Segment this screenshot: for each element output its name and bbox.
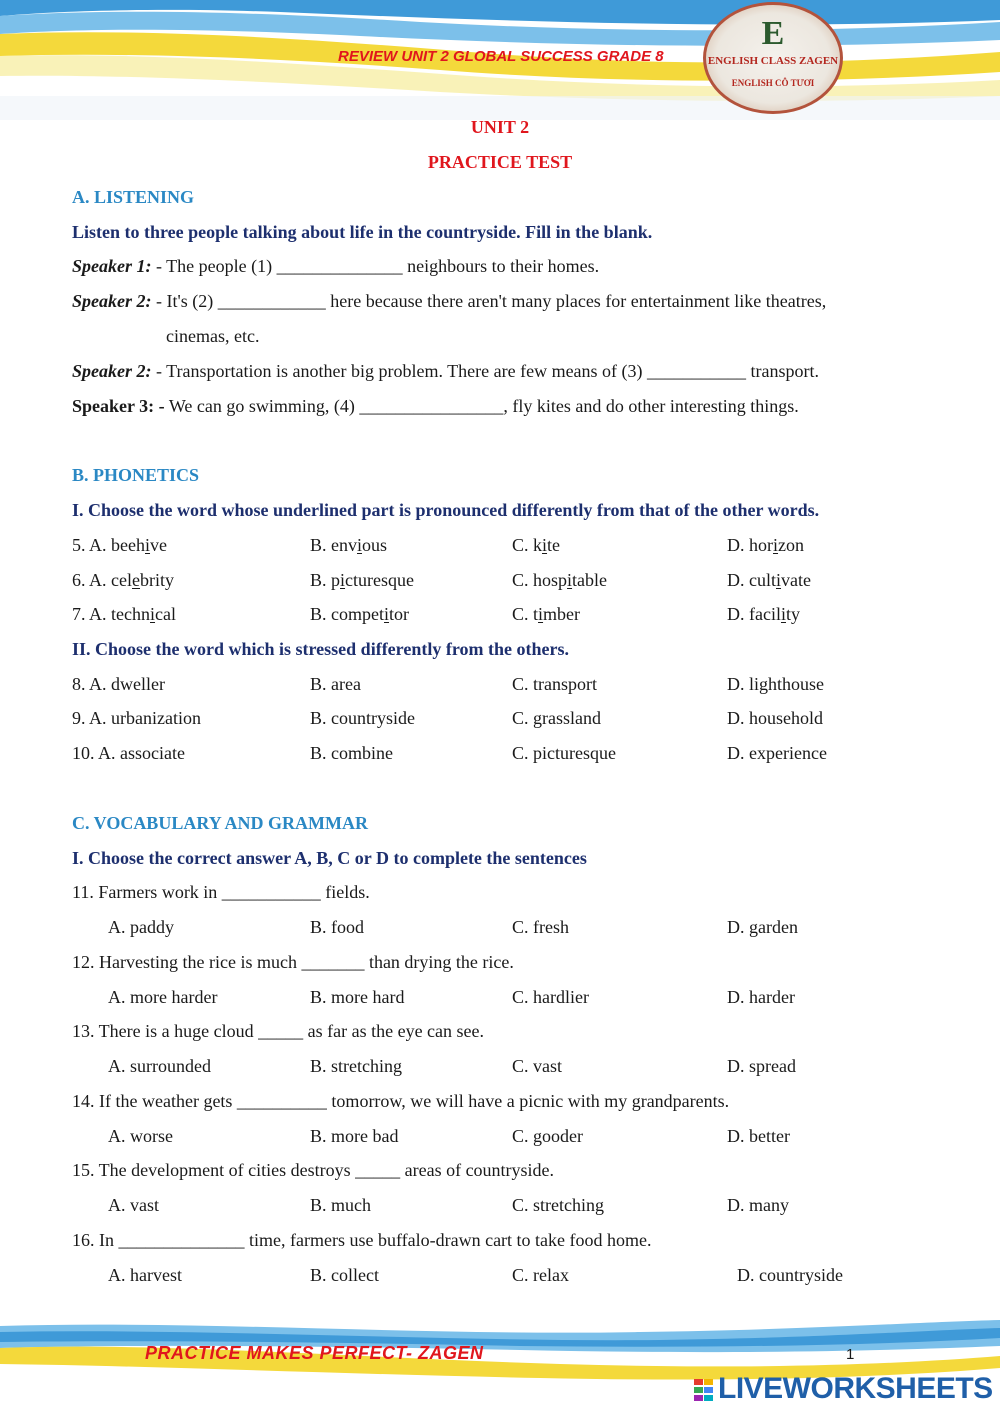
speaker-label: Speaker 3: - bbox=[72, 396, 165, 416]
option-16c: C. relax bbox=[512, 1265, 569, 1285]
underlined-sound: i bbox=[542, 535, 548, 555]
question-7: 7. A. technical bbox=[72, 604, 176, 624]
option-11d: D. garden bbox=[727, 917, 798, 937]
option-16d: D. countryside bbox=[737, 1265, 843, 1285]
option-8d: D. lighthouse bbox=[727, 674, 824, 694]
phonetics-instruction-1: I. Choose the word whose underlined part is pronounced differently from that of the other words. bbox=[72, 500, 820, 520]
liveworksheets-brand: LIVEWORKSHEETS bbox=[718, 1372, 993, 1405]
underlined-sound: i bbox=[567, 570, 573, 590]
option-14c: C. gooder bbox=[512, 1126, 583, 1146]
option-16a: A. harvest bbox=[108, 1265, 182, 1285]
underlined-sound: e bbox=[132, 570, 140, 590]
underlined-sound: i bbox=[776, 570, 782, 590]
option-6d: D. cultivate bbox=[727, 570, 811, 590]
option-12c: C. hardlier bbox=[512, 987, 589, 1007]
listening-line-2 bbox=[72, 290, 826, 312]
listening-line-1 bbox=[72, 255, 599, 277]
option-13d: D. spread bbox=[727, 1056, 796, 1076]
listening-heading: A. LISTENING bbox=[72, 187, 195, 207]
option-9d: D. household bbox=[727, 708, 823, 728]
question-5: 5. A. beehive bbox=[72, 535, 168, 555]
underlined-sound: i bbox=[773, 535, 779, 555]
question-13: 13. There is a huge cloud _____ as far as the eye can see. bbox=[72, 1021, 485, 1041]
option-15a: A. vast bbox=[108, 1195, 159, 1215]
option-5b: B. envious bbox=[310, 535, 388, 555]
option-10b: B. combine bbox=[310, 743, 393, 763]
vocab-instruction: I. Choose the correct answer A, B, C or D to complete the sentences bbox=[72, 848, 587, 868]
question-11: 11. Farmers work in ___________ fields. bbox=[72, 882, 370, 902]
option-14d: D. better bbox=[727, 1126, 790, 1146]
option-7d: D. facility bbox=[727, 604, 801, 624]
option-15c: C. stretching bbox=[512, 1195, 604, 1215]
question-6: 6. A. celebrity bbox=[72, 570, 174, 590]
listening-text: cinemas, etc. bbox=[166, 326, 260, 346]
speaker-label: Speaker 1: bbox=[72, 256, 152, 276]
underlined-sound: i bbox=[340, 570, 346, 590]
option-7c: C. timber bbox=[512, 604, 581, 624]
listening-text: - The people (1) ______________ neighbours to their homes. bbox=[151, 256, 600, 276]
test-title: PRACTICE TEST bbox=[427, 152, 573, 172]
option-9b: B. countryside bbox=[310, 708, 415, 728]
option-11c: C. fresh bbox=[512, 917, 569, 937]
option-13b: B. stretching bbox=[310, 1056, 402, 1076]
option-16b: B. collect bbox=[310, 1265, 379, 1285]
option-5c: C. kite bbox=[512, 535, 561, 555]
option-15b: B. much bbox=[310, 1195, 371, 1215]
option-9c: C. grassland bbox=[512, 708, 601, 728]
document-header-title: REVIEW UNIT 2 GLOBAL SUCCESS GRADE 8 bbox=[338, 48, 664, 65]
option-13a: A. surrounded bbox=[108, 1056, 211, 1076]
listening-text: We can go swimming, (4) ________________, fly kites and do other interesting things. bbox=[164, 396, 799, 416]
option-14a: A. worse bbox=[108, 1126, 173, 1146]
option-11b: B. food bbox=[310, 917, 364, 937]
option-12d: D. harder bbox=[727, 987, 795, 1007]
option-6c: C. hospitable bbox=[512, 570, 608, 590]
option-8b: B. area bbox=[310, 674, 361, 694]
logo-line1: ENGLISH CLASS ZAGEN bbox=[707, 55, 839, 67]
class-logo bbox=[703, 2, 843, 114]
question-10: 10. A. associate bbox=[72, 743, 185, 763]
underlined-sound: i bbox=[150, 604, 156, 624]
option-15d: D. many bbox=[727, 1195, 789, 1215]
listening-text: - It's (2) ____________ here because there aren't many places for entertainment like theatres, bbox=[151, 291, 827, 311]
question-15: 15. The development of cities destroys _____ areas of countryside. bbox=[72, 1160, 555, 1180]
listening-line-5 bbox=[72, 395, 799, 417]
question-14: 14. If the weather gets __________ tomorrow, we will have a picnic with my grandparents. bbox=[72, 1091, 730, 1111]
logo-letter: E bbox=[761, 15, 785, 52]
question-9: 9. A. urbanization bbox=[72, 708, 201, 728]
question-8: 8. A. dweller bbox=[72, 674, 165, 694]
question-12: 12. Harvesting the rice is much _______ than drying the rice. bbox=[72, 952, 514, 972]
option-8c: C. transport bbox=[512, 674, 597, 694]
listening-line-4 bbox=[72, 360, 819, 382]
underlined-sound: i bbox=[538, 604, 544, 624]
underlined-sound: i bbox=[145, 535, 151, 555]
underlined-sound: i bbox=[780, 604, 786, 624]
liveworksheets-cubes-icon bbox=[694, 1379, 714, 1401]
option-7b: B. competitor bbox=[310, 604, 410, 624]
phonetics-instruction-2: II. Choose the word which is stressed differently from the others. bbox=[72, 639, 569, 659]
question-16: 16. In ______________ time, farmers use buffalo-drawn cart to take food home. bbox=[72, 1230, 652, 1250]
speaker-label: Speaker 2: bbox=[72, 361, 152, 381]
option-6b: B. picturesque bbox=[310, 570, 414, 590]
underlined-sound: i bbox=[384, 604, 390, 624]
footer-motto: PRACTICE MAKES PERFECT- ZAGEN bbox=[145, 1343, 484, 1363]
option-11a: A. paddy bbox=[108, 917, 174, 937]
option-12a: A. more harder bbox=[108, 987, 218, 1007]
underlined-sound: i bbox=[357, 535, 363, 555]
page-number: 1 bbox=[846, 1346, 855, 1363]
option-10c: C. picturesque bbox=[512, 743, 616, 763]
option-14b: B. more bad bbox=[310, 1126, 399, 1146]
option-10d: D. experience bbox=[727, 743, 827, 763]
liveworksheets-logo[interactable] bbox=[694, 1371, 993, 1407]
listening-line-3 bbox=[166, 325, 259, 347]
option-12b: B. more hard bbox=[310, 987, 405, 1007]
option-13c: C. vast bbox=[512, 1056, 563, 1076]
unit-title: UNIT 2 bbox=[470, 117, 530, 137]
listening-instruction: Listen to three people talking about life in the countryside. Fill in the blank. bbox=[72, 222, 653, 242]
speaker-label: Speaker 2: bbox=[72, 291, 152, 311]
option-5d: D. horizon bbox=[727, 535, 805, 555]
vocab-heading: C. VOCABULARY AND GRAMMAR bbox=[72, 813, 368, 833]
logo-line2: ENGLISH CÔ TƯƠI bbox=[731, 78, 815, 88]
listening-text: - Transportation is another big problem. There are few means of (3) ___________ transport. bbox=[151, 361, 820, 381]
phonetics-heading: B. PHONETICS bbox=[72, 465, 200, 485]
